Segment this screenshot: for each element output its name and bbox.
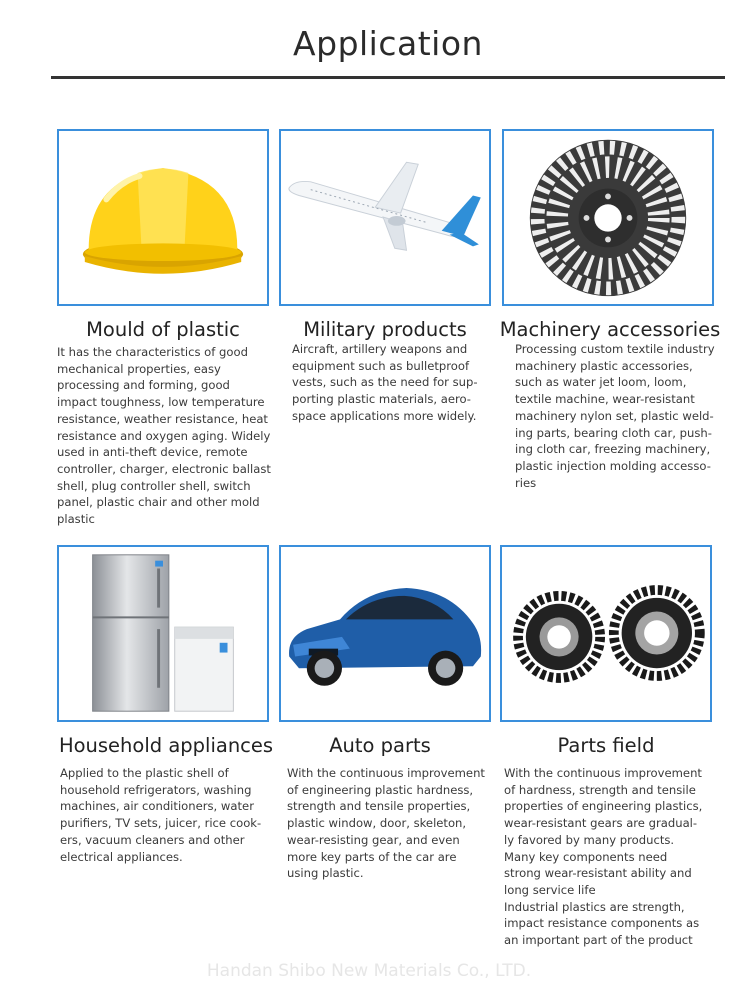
refrigerator-washer-icon — [59, 547, 267, 720]
card-description-mould: It has the characteristics of good mechanical properties, easy processing and forming, good impact toughness, low temperature resistance, weather resistance, heat resistance and oxygen aging. Widely used in anti-theft device, remote controller, charger, electronic ballast shell, plug controller shell, switch panel, plastic chair and other mold plastic — [57, 345, 271, 527]
company-watermark: Handan Shibo New Materials Co., LTD. — [206, 961, 532, 981]
card-description-machinery: Processing custom textile industry machinery plastic accessories, such as water jet loom, loom, textile machine, wear-resistant machinery nylon set, plastic weld- ing parts, bearing cloth car, push- ing cloth car, freezing machinery, plastic injection molding accesso- ries — [515, 342, 715, 490]
page-title: Application — [293, 24, 483, 63]
airplane-icon — [281, 131, 489, 304]
car-icon — [281, 547, 489, 720]
card-heading-military: Military products — [303, 318, 467, 341]
card-heading-parts: Parts field — [557, 734, 655, 757]
safety-helmet-icon — [59, 131, 267, 304]
card-description-household: Applied to the plastic shell of household refrigerators, washing machines, air conditioners, water purifiers, TV sets, juicer, rice cook- ers, vacuum cleaners and other electrical appliances. — [60, 766, 262, 864]
card-description-auto: With the continuous improvement of engineering plastic hardness, strength and tensile properties, plastic window, door, skeleton, wear-resisting gear, and even more key parts of the car are using plastic. — [287, 766, 485, 881]
card-heading-auto: Auto parts — [329, 734, 431, 757]
card-image-machinery — [502, 129, 714, 306]
card-description-military: Aircraft, artillery weapons and equipment such as bulletproof vests, such as the need for sup- porting plastic materials, aero- space applications more widely. — [292, 342, 478, 423]
card-heading-household: Household appliances — [58, 734, 274, 757]
card-image-auto — [279, 545, 491, 722]
card-image-mould — [57, 129, 269, 306]
title-divider — [51, 76, 725, 79]
card-image-parts — [500, 545, 712, 722]
gears-icon — [502, 547, 710, 720]
gear-wheel-icon — [504, 131, 712, 304]
card-description-parts: With the continuous improvement of hardness, strength and tensile properties of engineering plastics, wear-resistant gears are gradual- ly favored by many products. Many key components need strong wear-resistant ability and long service life Industrial plastics are strength, impact resistance components as an important part of the product — [504, 766, 703, 948]
card-heading-mould: Mould of plastic — [86, 318, 240, 341]
card-heading-machinery: Machinery accessories — [499, 318, 721, 341]
card-image-household — [57, 545, 269, 722]
card-image-military — [279, 129, 491, 306]
